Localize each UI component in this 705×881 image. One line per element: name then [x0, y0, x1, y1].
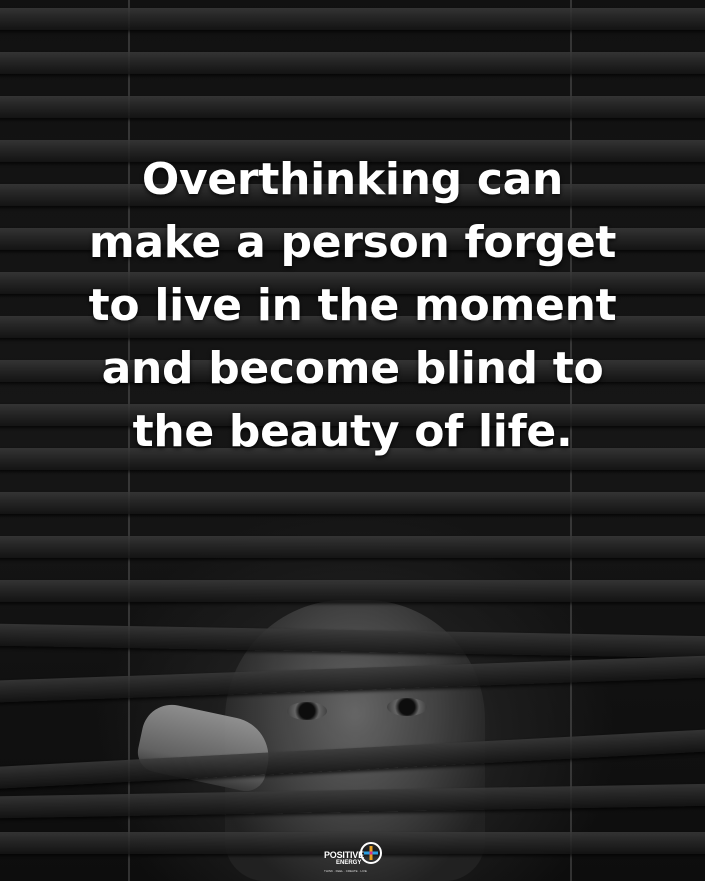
blind-slat	[0, 655, 705, 702]
logo-name: POSITIVE	[324, 850, 364, 860]
quote-line: to live in the moment	[88, 280, 617, 331]
blind-slat	[0, 729, 705, 789]
quote-line: Overthinking can	[141, 154, 564, 205]
blind-slat	[0, 624, 705, 659]
blind-slat	[0, 536, 705, 558]
quote-line: the beauty of life.	[132, 406, 573, 457]
plus-circle-logo-icon	[360, 842, 382, 864]
blind-slat	[0, 580, 705, 602]
quote-line: make a person forget	[88, 217, 617, 268]
blind-slat	[0, 96, 705, 118]
blind-slat	[0, 492, 705, 514]
quote-text	[30, 148, 675, 463]
quote-line: and become blind to	[101, 343, 604, 394]
brand-logo	[318, 836, 388, 876]
blind-slat	[0, 52, 705, 74]
blind-slat	[0, 784, 705, 819]
logo-subname: ENERGY	[336, 860, 362, 866]
logo-tagline: THINK · FEEL · CREATE · LIVE	[324, 869, 367, 873]
blind-slat	[0, 8, 705, 30]
